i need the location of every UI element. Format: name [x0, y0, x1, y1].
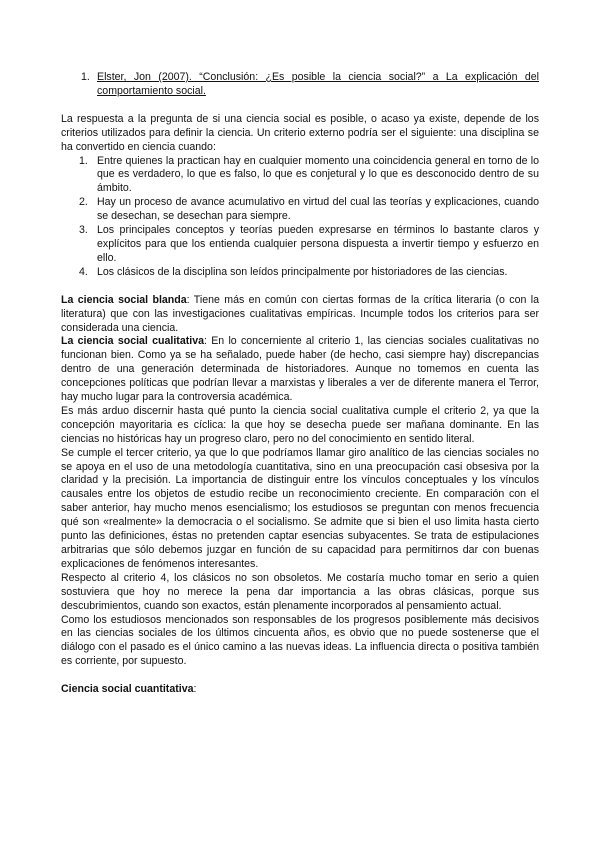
criteria-item — [61, 196, 539, 224]
criteria-item — [61, 155, 539, 197]
reference-number: 1. — [81, 71, 90, 83]
cualitativa-text: : En lo concerniente al criterio 1, las ciencias sociales cualitativas no funcionan bien. Como ya se ha señalado, puede haber (de hecho, casi siempre hay) discrepancias dentro de una generación determinada de historiadores. Aunque no tomemos en cuenta las concepciones políticas que podrían llevar a marxistas y liberales a ver de diferente manera el Terror, hay mucho lugar para la controversia académica. — [61, 335, 540, 404]
criteria-item — [61, 266, 539, 280]
criteria-item — [61, 224, 539, 266]
reference-list — [61, 71, 539, 99]
criteria-text: Entre quienes la practican hay en cualquier momento una coincidencia general en torno de lo que es verdadero, lo que es falso, lo que es conjetural y lo que es desconocido dentro de su ámbito. — [97, 154, 539, 195]
reference-link[interactable]: Elster, Jon (2007). “Conclusión: ¿Es posible la ciencia social?” a La explicación del comportamiento social. — [97, 71, 539, 97]
cualitativa-heading: La ciencia social cualitativa — [61, 335, 204, 348]
progreso-paragraph: Como los estudiosos mencionados son responsables de los progresos posiblemente más decisivos en las ciencias sociales de los últimos cincuenta años, es obvio que no puede sostenerse que el diálogo con el pasado es el único camino a las nuevas ideas. La influencia directa o positiva también es corriente, por supuesto. — [61, 613, 539, 668]
intro-paragraph: La respuesta a la pregunta de si una ciencia social es posible, o acaso ya existe, depende de los criterios utilizados para definir la ciencia. Un criterio externo podría ser el siguiente: una disciplina se ha convertido en ciencia cuando: — [61, 112, 539, 153]
criteria-list — [61, 155, 539, 280]
blanda-heading: La ciencia social blanda — [61, 293, 187, 306]
criteria-number: 4. — [79, 265, 88, 278]
criteria-number: 3. — [79, 224, 88, 237]
criteria-number: 2. — [79, 196, 88, 209]
document-body — [61, 71, 539, 697]
cuantitativa-heading: Ciencia social cuantitativa — [61, 683, 194, 696]
criterio2-paragraph: Es más arduo discernir hasta qué punto la ciencia social cualitativa cumple el criterio 2, ya que la concepción mayoritaria es cíclica: la que hoy se desecha puede ser mañana dominante. En las ciencias no históricas hay un progreso claro, pero no del conocimiento en sentido literal. — [61, 404, 539, 445]
criteria-text: Hay un proceso de avance acumulativo en virtud del cual las teorías y explicaciones, cuando se desechan, se desechan para siempre. — [97, 196, 539, 223]
criterio4-paragraph: Respecto al criterio 4, los clásicos no son obsoletos. Me costaría mucho tomar en serio a quien sostuviera que hoy no merece la pena dar importancia a las obras clásicas, porque sus descubrimientos, cuando son exactos, están plenamente incorporados al pensamiento actual. — [61, 571, 539, 612]
cualitativa-paragraph — [61, 335, 539, 405]
criteria-text: Los principales conceptos y teorías pueden expresarse en términos lo bastante claros y explícitos para que los entienda cualquier persona dispuesta a invertir tiempo y esfuerzo en ello. — [97, 224, 539, 264]
blanda-paragraph — [61, 294, 539, 336]
cuantitativa-text: : — [193, 683, 197, 696]
criteria-text: Los clásicos de la disciplina son leídos principalmente por historiadores de las ciencias. — [97, 265, 508, 278]
criterio3-paragraph: Se cumple el tercer criterio, ya que lo que podríamos llamar giro analítico de las ciencias sociales no se apoya en el uso de una metodología cuantitativa, sino en una preocupación casi obsesiva por la claridad y la precisión. La importancia de distinguir entre los vínculos conceptuales y los vínculos causales entre los objetos de estudio recibe un reconocimiento creciente. En comparación con el saber anterior, hay mucho menos esencialismo; los estudiosos se preguntan con menos frecuencia qué son «realmente» la democracia o el socialismo. Se admite que si bien el uso limita hasta cierto punto las definiciones, éstas no pretenden captar esencias subyacentes. Se trata de estipulaciones arbitrarias que sólo debemos juzgar en función de su capacidad para permitirnos dar con buenas explicaciones de fenómenos interesantes. — [61, 446, 539, 570]
reference-item — [61, 71, 539, 99]
criteria-number: 1. — [79, 154, 88, 167]
blanda-text: : Tiene más en común con ciertas formas de la crítica literaria (o con la literatura) que con las investigaciones cualitativas empíricas. Incumple todos los criterios para ser considerada una ciencia. — [61, 293, 539, 334]
cuantitativa-paragraph — [61, 683, 539, 697]
